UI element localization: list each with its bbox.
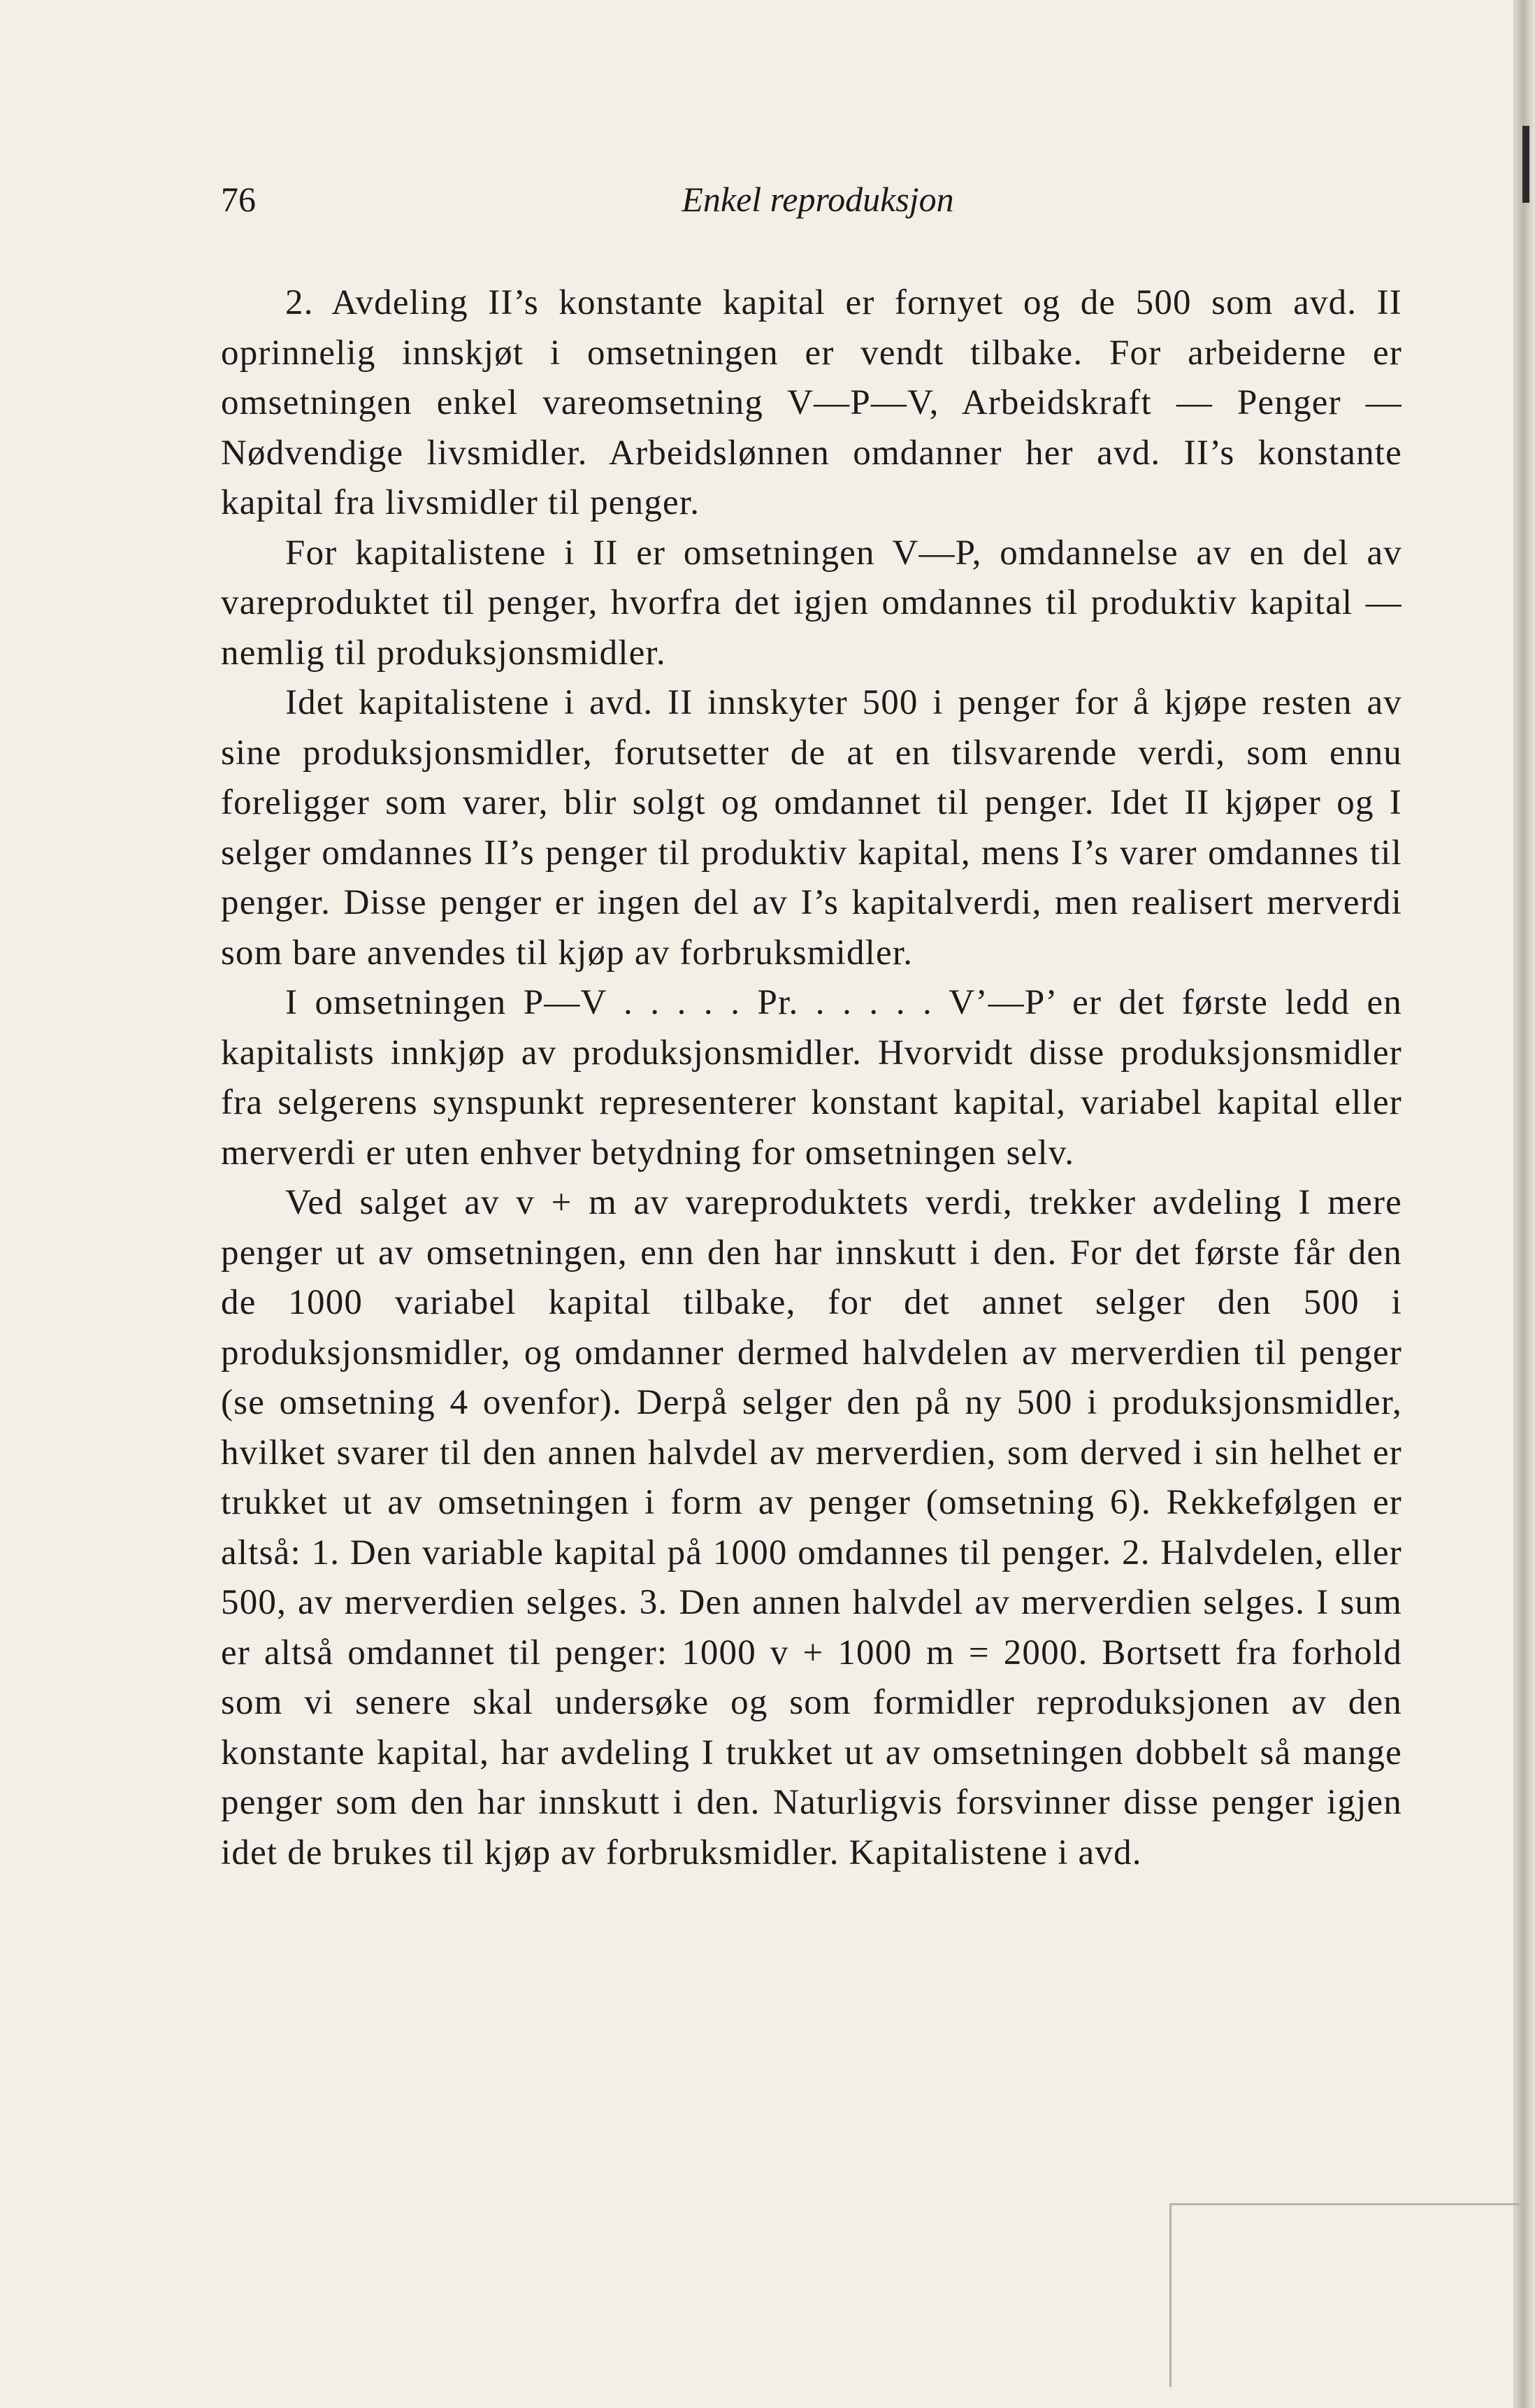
body-text bbox=[221, 278, 1402, 1878]
library-sticker-outline bbox=[1169, 2203, 1521, 2387]
paragraph-2: For kapitalistene i II er omsetningen V—P, omdannelse av en del av vareproduktet til penger, hvorfra det igjen omdannes til produktiv kapital — nemlig til produksjonsmidler. bbox=[221, 533, 1402, 673]
paragraph-4: I omsetningen P—V . . . . . Pr. . . . . . V’—P’ er det første ledd en kapitalists innkjøp av produksjonsmidler. Hvorvidt disse produksjonsmidler fra selgerens synspunkt representerer konstant kapital, variabel kapital eller merverdi er uten enhver betydning for omsetningen selv. bbox=[221, 983, 1402, 1173]
paragraph-5: Ved salget av v + m av vareproduktets verdi, trekker avdeling I mere penger ut av omsetningen, enn den har innskutt i den. For det første får den de 1000 variabel kapital tilbake, for det annet selger den 500 i produksjonsmidler, og omdanner dermed halvdelen av merverdien til penger (se omsetning 4 ovenfor). Derpå selger den på ny 500 i produksjonsmidler, hvilket svarer til den annen halvdel av merverdien, som derved i sin helhet er trukket ut av omsetningen i form av penger (omsetning 6). Rekkefølgen er altså: 1. Den variable kapital på 1000 omdannes til penger. 2. Halvdelen, eller 500, av merverdien selges. 3. Den annen halvdel av merverdien selges. I sum er altså omdannet til penger: 1000 v + 1000 m = 2000. Bortsett fra forhold som vi senere skal undersøke og som formidler reproduksjonen av den konstante kapital, har avdeling I trukket ut av omsetningen dobbelt så mange penger som den har innskutt i den. Naturligvis forsvinner disse penger igjen idet de brukes til kjøp av forbruksmidler. Kapitalistene i avd. bbox=[221, 1183, 1402, 1872]
margin-mark bbox=[1522, 126, 1529, 203]
paragraph-3: Idet kapitalistene i avd. II innskyter 500 i penger for å kjøpe resten av sine produksjonsmidler, forutsetter de at en tilsvarende verdi, som ennu foreligger som varer, blir solgt og omdannet til penger. Idet II kjøper og I selger omdannes II’s penger til produktiv kapital, mens I’s varer omdannes til penger. Disse penger er ingen del av I’s kapitalverdi, men realisert merverdi som bare anvendes til kjøp av forbruksmidler. bbox=[221, 683, 1402, 973]
page-header bbox=[221, 179, 1415, 235]
paragraph-1: 2. Avdeling II’s konstante kapital er fornyet og de 500 som avd. II oprinnelig innskjøt i omsetningen er vendt tilbake. For arbeiderne er omsetningen enkel vareomsetning V—P—V, Arbeidskraft — Penger — Nødvendige livsmidler. Arbeidslønnen omdanner her avd. II’s konstante kapital fra livsmidler til penger. bbox=[221, 283, 1402, 522]
page-edge bbox=[1515, 0, 1535, 2408]
running-head: Enkel reproduksjon bbox=[682, 180, 954, 219]
page-number: 76 bbox=[221, 180, 256, 219]
